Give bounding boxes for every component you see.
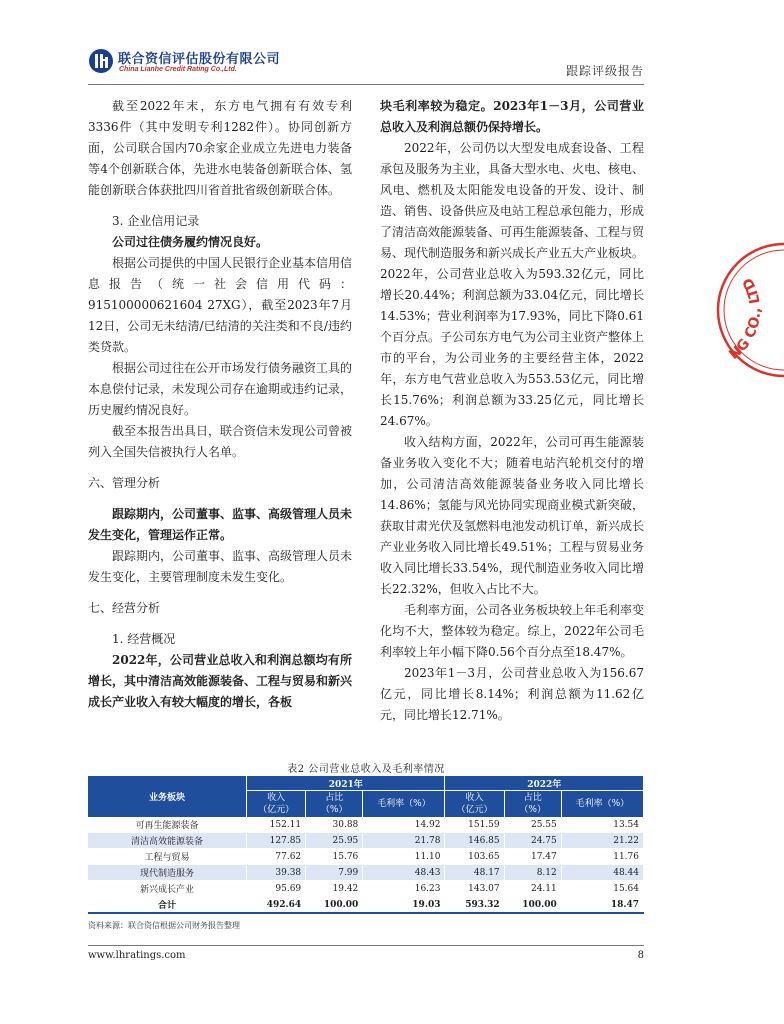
credit-summary: 公司过往债务履约情况良好。 [112, 235, 269, 249]
svg-text:NG CO., LTD: NG CO., LTD [726, 274, 765, 363]
paragraph-main-business: 2022年，公司仍以大型发电成套设备、工程承包及服务为主业，具备大型水电、火电、核电、风电、燃机及太阳能发电设备的开发、设计、制造、销售、设备供应及电站工程总承包能力，形成了清洁高效能源装备、可再生能源装备、工程与贸易、现代制造服务和新兴成长产业五大产业板块。2022年，公司营业总收入为593.32亿元，同比增长20.44%；利润总额为33.04亿元，同比增长14.53%；营业利润率为17.93%，同比下降0.61个百分点。子公司东方电气为公司主业资产整体上市的平台，为公司业务的主要经营主体，2022年，东方电气营业总收入为553.53亿元，同比增长15.76%；利润总额为33.25亿元，同比增长24.67%。 [380, 141, 645, 428]
cell-m1: 48.43 [363, 865, 445, 881]
cell-name: 现代制造服务 [88, 865, 247, 881]
cell-m1: 14.92 [363, 817, 445, 833]
cell-name: 清洁高效能源装备 [88, 833, 247, 849]
page-header [88, 44, 644, 88]
lianhe-logo-icon [88, 48, 114, 74]
company-seal [704, 240, 784, 380]
paragraph-revenue-structure: 收入结构方面，2022年，公司可再生能源装备业务收入变化不大；随着电站汽轮机交付的增加，公司清洁高效能源装备业务收入同比增长14.86%；氢能与风光协同实现商业模式新突破，获取甘肃光伏及氢燃料电池发动机订单，新兴成长产业业务收入同比增长49.51%；工程与贸易业务收入同比增长33.54%，现代制造业务收入同比增长22.32%，但收入占比不大。 [380, 435, 645, 596]
cell-m2: 21.22 [561, 833, 643, 849]
cell-s1: 100.00 [306, 897, 363, 914]
header-margin-2021: 毛利率（%） [363, 791, 445, 818]
heading-operations: 七、经营分析 [88, 601, 161, 615]
cell-m2: 13.54 [561, 817, 643, 833]
cell-r2: 48.17 [445, 865, 504, 881]
footer-divider [88, 945, 644, 946]
cell-r1: 492.64 [247, 897, 306, 914]
cell-s2: 8.12 [504, 865, 561, 881]
header-divider [88, 84, 644, 85]
cell-r2: 593.32 [445, 897, 504, 914]
cell-r2: 146.85 [445, 833, 504, 849]
paragraph-management: 跟踪期内，公司董事、监事、高级管理人员未发生变化，主要管理制度未发生变化。 [88, 549, 353, 584]
cell-r2: 143.07 [445, 881, 504, 897]
cell-s2: 24.11 [504, 881, 561, 897]
cell-r1: 39.38 [247, 865, 306, 881]
paragraph-repayment: 根据公司过往在公开市场发行债务融资工具的本息偿付记录，未发现公司存在逾期或违约记录，历史履约情况良好。 [88, 361, 353, 417]
cell-name: 新兴成长产业 [88, 881, 247, 897]
table-title: 表2 公司营业总收入及毛利率情况 [287, 764, 445, 775]
paragraph-q1-2023: 2023年1－3月，公司营业总收入为156.67亿元，同比增长8.14%；利润总额为11.62亿元，同比增长12.71%。 [380, 666, 644, 722]
operations-summary: 2022年，公司营业总收入和利润总额均有所增长，其中清洁高效能源装备、工程与贸易和新兴成长产业收入有较大幅度的增长，各板 [88, 653, 353, 709]
footer-url: www.lhratings.com [88, 950, 186, 961]
report-type-label: 跟踪评级报告 [565, 64, 644, 78]
cell-r2: 151.59 [445, 817, 504, 833]
cell-m2: 18.47 [561, 897, 643, 914]
table-total-row [88, 897, 644, 914]
cell-s2: 25.55 [504, 817, 561, 833]
cell-name: 可再生能源装备 [88, 817, 247, 833]
revenue-table [88, 776, 644, 914]
heading-management: 六、管理分析 [88, 476, 161, 490]
operations-summary-cont: 块毛利率较为稳定。2023年1－3月，公司营业总收入及利润总额仍保持增长。 [380, 99, 644, 134]
cell-m1: 16.23 [363, 881, 445, 897]
cell-s2: 100.00 [504, 897, 561, 914]
right-column [380, 96, 644, 726]
cell-r1: 95.69 [247, 881, 306, 897]
cell-name: 合计 [88, 897, 247, 914]
section-overview-title: 1. 经营概况 [112, 632, 176, 646]
company-name-en: China Lianhe Credit Rating Co.,Ltd. [119, 66, 237, 73]
header-margin-2022: 毛利率（%） [561, 791, 643, 818]
cell-s2: 24.75 [504, 833, 561, 849]
table-row [88, 881, 644, 897]
cell-r2: 103.65 [445, 849, 504, 865]
cell-s2: 17.47 [504, 849, 561, 865]
management-summary: 跟踪期内，公司董事、监事、高级管理人员未发生变化，管理运作正常。 [88, 507, 353, 542]
cell-r1: 127.85 [247, 833, 306, 849]
table-row [88, 817, 644, 833]
paragraph-credit-report: 根据公司提供的中国人民银行企业基本信用信息报告（统一社会信用代码：915100000621604 27XG），截至2023年7月12日，公司无未结清/已结清的关注类和不良/违约类贷款。 [88, 256, 353, 354]
header-revenue-2022: 收入 （亿元） [445, 791, 504, 818]
table-source: 资料来源：联合资信根据公司财务报告整理 [88, 921, 240, 930]
table-row [88, 865, 644, 881]
cell-m2: 15.64 [561, 881, 643, 897]
header-2022: 2022年 [445, 776, 644, 791]
cell-s1: 15.76 [306, 849, 363, 865]
paragraph-blacklist: 截至本报告出具日，联合资信未发现公司曾被列入全国失信被执行人名单。 [88, 424, 353, 459]
header-segment: 业务板块 [88, 776, 247, 817]
header-revenue-2021: 收入 （亿元） [247, 791, 306, 818]
company-name-cn: 联合资信评估股份有限公司 [118, 52, 281, 67]
cell-r1: 152.11 [247, 817, 306, 833]
cell-r1: 77.62 [247, 849, 306, 865]
cell-s1: 19.42 [306, 881, 363, 897]
cell-name: 工程与贸易 [88, 849, 247, 865]
header-share-2021: 占比 （%） [306, 791, 363, 818]
cell-s1: 25.95 [306, 833, 363, 849]
paragraph-gross-margin: 毛利率方面，公司各业务板块较上年毛利率变化均不大，整体较为稳定。综上，2022年公司毛利率较上年小幅下降0.56个百分点至18.47%。 [380, 603, 645, 659]
table-row [88, 833, 644, 849]
header-2021: 2021年 [247, 776, 445, 791]
page-number: 8 [637, 950, 644, 961]
cell-m1: 21.78 [363, 833, 445, 849]
cell-m1: 19.03 [363, 897, 445, 914]
left-column [88, 96, 352, 713]
cell-s1: 7.99 [306, 865, 363, 881]
header-share-2022: 占比 （%） [504, 791, 561, 818]
cell-m1: 11.10 [363, 849, 445, 865]
cell-s1: 30.88 [306, 817, 363, 833]
cell-m2: 48.44 [561, 865, 643, 881]
cell-m2: 11.76 [561, 849, 643, 865]
section-credit-title: 3. 企业信用记录 [112, 214, 200, 228]
table-row [88, 849, 644, 865]
paragraph-patents: 截至2022年末，东方电气拥有有效专利3336件（其中发明专利1282件）。协同创新方面，公司联合国内70余家企业成立先进电力装备等4个创新联合体，先进水电装备创新联合体、氢能创新联合体获批四川省首批省级创新联合体。 [88, 99, 352, 197]
